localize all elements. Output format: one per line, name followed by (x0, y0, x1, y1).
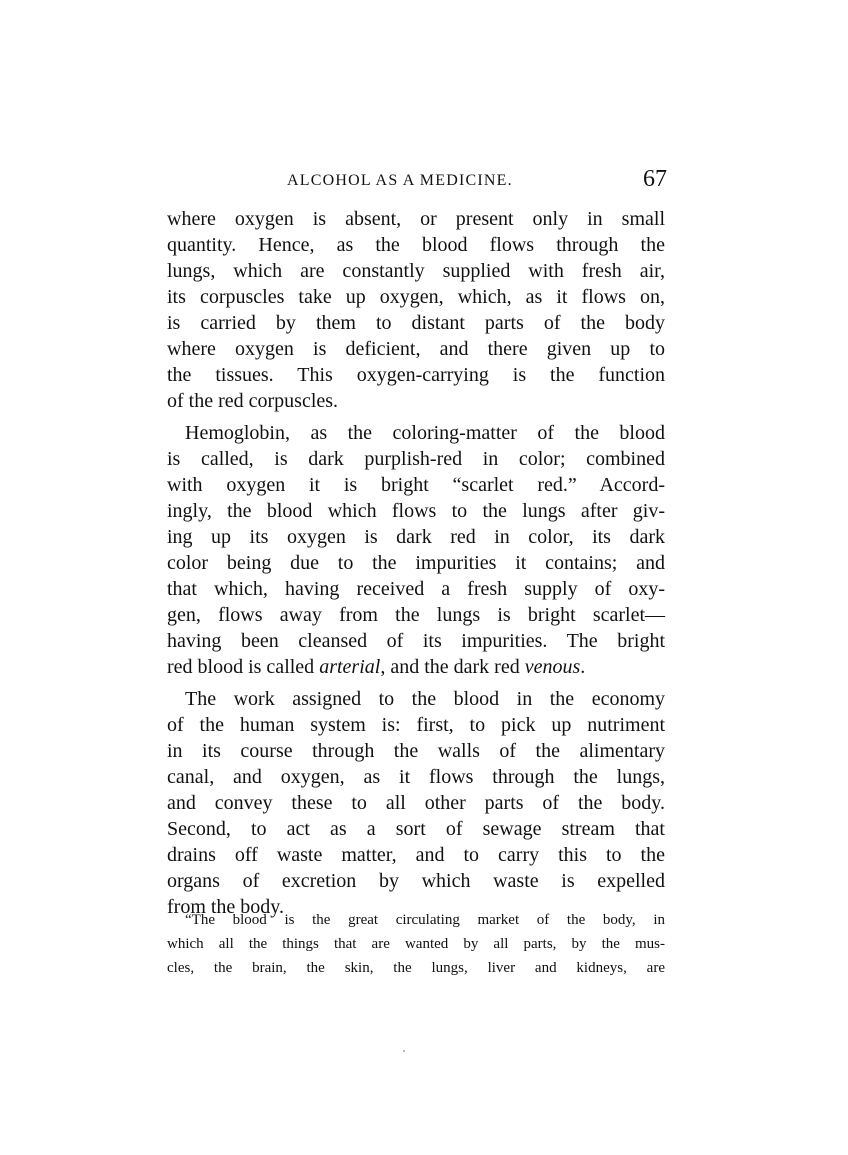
text-line: where oxygen is absent, or present only in small (167, 208, 665, 230)
text-line: is carried by them to distant parts of the body (167, 312, 665, 334)
running-title: ALCOHOL AS A MEDICINE. (287, 172, 513, 189)
running-head (287, 168, 667, 198)
text-line: Hemoglobin, as the coloring-matter of the blood (185, 422, 665, 444)
text-line: having been cleansed of its impurities. The bright (167, 630, 665, 652)
text-run: . (580, 656, 586, 678)
page-number: 67 (643, 166, 667, 192)
text-run: red blood is called (167, 656, 320, 678)
text-run: , and the dark red (380, 656, 525, 678)
text-line: color being due to the impurities it contains; and (167, 552, 665, 574)
text-line: canal, and oxygen, as it flows through the lungs, (167, 766, 665, 788)
footnote (167, 908, 665, 980)
text-line: the tissues. This oxygen-carrying is the function (167, 364, 665, 386)
text-line: and convey these to all other parts of the body. (167, 792, 665, 814)
body-text (167, 206, 665, 926)
text-line: ing up its oxygen is dark red in color, its dark (167, 526, 665, 548)
text-line: organs of excretion by which waste is expelled (167, 870, 665, 892)
paragraph (167, 686, 665, 920)
paragraph (167, 420, 665, 680)
text-line: of the human system is: first, to pick up nutriment (167, 714, 665, 736)
text-line: of the red corpuscles. (167, 390, 339, 412)
text-line (167, 654, 665, 680)
text-line: drains off waste matter, and to carry this to the (167, 844, 665, 866)
text-line: Second, to act as a sort of sewage stream that (167, 818, 665, 840)
text-line: ingly, the blood which flows to the lungs after giv- (167, 500, 665, 522)
text-line: in its course through the walls of the alimentary (167, 740, 665, 762)
scan-speck (403, 1050, 405, 1052)
text-line: cles, the brain, the skin, the lungs, liver and kidneys, are (167, 960, 665, 976)
text-line: The work assigned to the blood in the economy (185, 688, 665, 710)
text-line: with oxygen it is bright “scarlet red.” Accord- (167, 474, 665, 496)
text-line: where oxygen is deficient, and there given up to (167, 338, 665, 360)
text-line: its corpuscles take up oxygen, which, as it flows on, (167, 286, 665, 308)
paragraph (167, 206, 665, 414)
text-line: gen, flows away from the lungs is bright scarlet— (167, 604, 665, 626)
italic-term: venous (524, 656, 581, 678)
text-line: which all the things that are wanted by all parts, by the mus- (167, 936, 665, 952)
text-line: is called, is dark purplish-red in color; combined (167, 448, 665, 470)
text-line: quantity. Hence, as the blood flows through the (167, 234, 665, 256)
text-line: from the body. (167, 896, 285, 918)
text-line: that which, having received a fresh supply of oxy- (167, 578, 665, 600)
text-line: lungs, which are constantly supplied with fresh air, (167, 260, 665, 282)
italic-term: arterial (319, 656, 381, 678)
text-line: “The blood is the great circulating market of the body, in (185, 912, 665, 928)
